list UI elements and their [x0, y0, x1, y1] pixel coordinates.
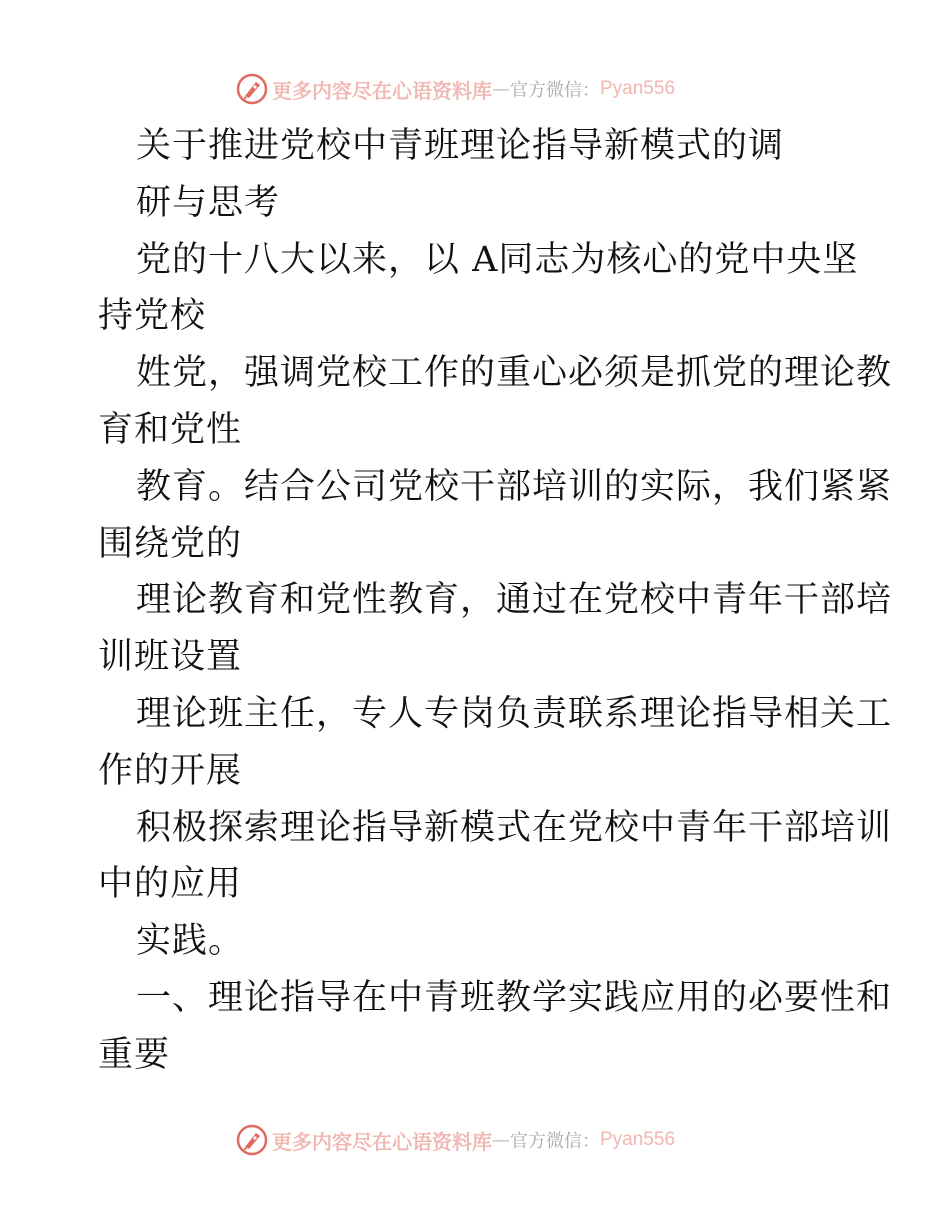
- watermark-main-text: 更多内容尽在心语资料库: [272, 1129, 492, 1154]
- doc-line: 积极探索理论指导新模式在党校中青年干部培训: [136, 807, 893, 848]
- doc-line: 围绕党的: [98, 523, 243, 564]
- section-heading-line: 一、理论指导在中青班教学实践应用的必要性和: [136, 977, 893, 1018]
- doc-line: 姓党，强调党校工作的重心必须是抓党的理论教: [136, 353, 893, 394]
- doc-line: 党的十八大以来，以 A同志为核心的党中央坚: [136, 239, 859, 280]
- fountain-pen-logo-icon: [236, 73, 268, 105]
- doc-line: 作的开展: [98, 750, 243, 791]
- doc-line: 训班设置: [98, 637, 243, 678]
- doc-line: 理论班主任，专人专岗负责联系理论指导相关工: [136, 693, 893, 734]
- watermark-wechat-id: Pyan556: [600, 1129, 676, 1150]
- watermark-wechat-label: 官方微信：: [510, 80, 600, 101]
- footer-watermark: [236, 1123, 675, 1157]
- watermark-dash: —: [492, 78, 510, 100]
- watermark-main-text: 更多内容尽在心语资料库: [272, 78, 492, 103]
- doc-line: 教育。结合公司党校干部培训的实际，我们紧紧: [136, 466, 893, 507]
- watermark-wechat-id: Pyan556: [600, 78, 676, 99]
- doc-line: 关于推进党校中青班理论指导新模式的调: [136, 126, 785, 166]
- watermark-dash: —: [492, 1129, 510, 1151]
- doc-line: 中的应用: [98, 864, 243, 905]
- doc-line: 持党校: [98, 296, 207, 337]
- document-body: [98, 118, 893, 1084]
- watermark-wechat-label: 官方微信：: [510, 1131, 600, 1152]
- doc-line: 育和党性: [98, 409, 243, 450]
- doc-line: 实践。: [136, 921, 245, 962]
- section-heading-line: 重要: [98, 1034, 171, 1075]
- doc-line: 研与思考: [136, 182, 281, 223]
- header-watermark: [236, 72, 675, 106]
- doc-line: 理论教育和党性教育，通过在党校中青年干部培: [136, 580, 893, 621]
- fountain-pen-logo-icon: [236, 1124, 268, 1156]
